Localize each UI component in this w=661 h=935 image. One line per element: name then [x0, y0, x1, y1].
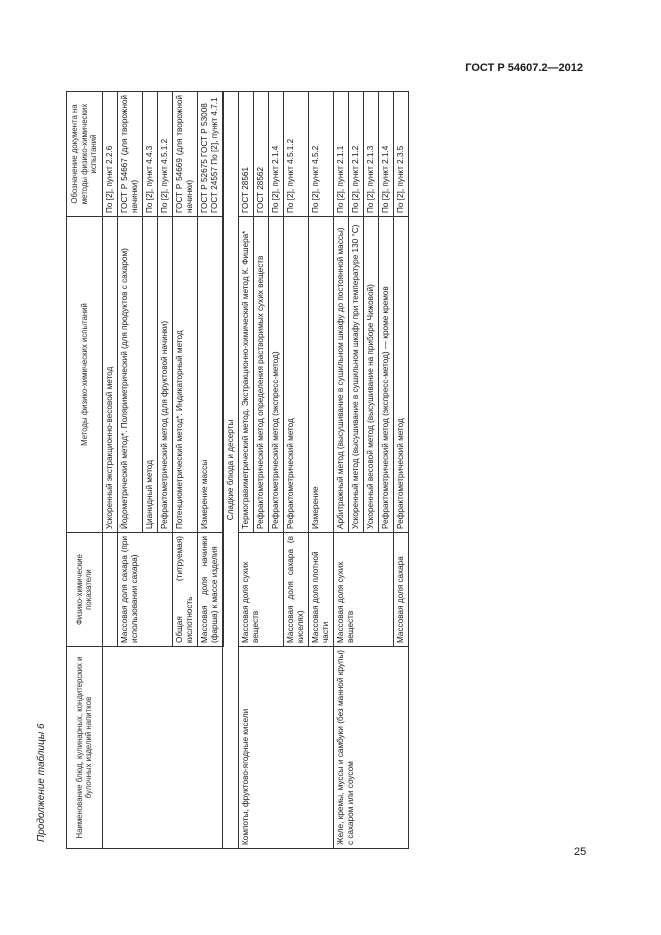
product-cell: Компоты, фруктово-ягодные кисели [238, 647, 333, 849]
method-cell: Рефрактометрический метод (экспресс-метод) [268, 217, 283, 533]
doc-cell: По [2], пункт 4.5.1.2 [157, 92, 172, 217]
doc-cell: По [2], пункт 4.4.3 [142, 92, 157, 217]
product-cell: Желе, кремы, муссы и самбуки (без манной крупы) с сахаром или соусом [333, 647, 408, 849]
doc-cell: По [2], пункт 4.5.1.2 [283, 92, 308, 217]
product-cell [102, 647, 223, 849]
doc-cell: ГОСТ Р 52675 ГОСТ Р 53008 ГОСТ 24557 По [2], пункт 4.7.1 [197, 92, 223, 217]
method-cell: Ускоренный метод (высушивание в сушильном шкафу при температуре 130 °С) [348, 217, 363, 533]
method-cell: Рефрактометрический метод [393, 217, 408, 533]
doc-cell: ГОСТ 28562 [253, 92, 268, 217]
table-header-row [67, 92, 103, 849]
doc-cell: По [2], пункт 2.1.4 [268, 92, 283, 217]
column-header: Наименование блюд, кулинарных, кондитерских и булочных изделий напитков [67, 647, 103, 849]
doc-cell: ГОСТ Р 54667 (для творожной начинки) [117, 92, 142, 217]
indicator-cell: Массовая доля сахара (при использовании сахара) [117, 533, 172, 647]
indicator-cell: Массовая доля начинки (фарша) к массе изделия [197, 533, 223, 647]
rotated-table-container [66, 92, 581, 849]
method-cell: Измерение [308, 217, 333, 533]
column-header: Обозначение документа на методы физико-химических испытаний [67, 92, 103, 217]
table-row [102, 92, 117, 849]
standard-number: ГОСТ Р 54607.2—2012 [465, 62, 583, 74]
method-cell: Цианидный метод [142, 217, 157, 533]
doc-cell: По [2], пункт 4.5.2 [308, 92, 333, 217]
doc-cell: По [2], пункт 2.1.1 [333, 92, 348, 217]
method-cell: Потенциометрический метод*. Индикаторный метод [172, 217, 197, 533]
method-cell: Ускоренный экстракционно-весовой метод [102, 217, 117, 533]
doc-cell: ГОСТ 28561 [238, 92, 253, 217]
method-cell: Термогравиметрический метод. Экстракционно-химический метод К. Фишера* [238, 217, 253, 533]
method-cell: Йодометрический метод*. Поляриметрический (для продуктов с сахаром) [117, 217, 142, 533]
column-header: Физико-химические показатели [67, 533, 103, 647]
indicator-cell: Общая (титруемая) кислотность [172, 533, 197, 647]
indicator-cell: Массовая доля плотной части [308, 533, 333, 647]
methods-table [66, 91, 409, 849]
table-caption: Продолжение таблицы 6 [36, 723, 47, 842]
method-cell: Рефрактометрический метод (экспресс-метод) — кроме кремов [378, 217, 393, 533]
method-cell: Арбитражный метод (высушивание в сушильном шкафу до постоянной массы) [333, 217, 348, 533]
column-header: Методы физико-химических испытаний [67, 217, 103, 533]
doc-cell: По [2], пункт 2.3.5 [393, 92, 408, 217]
indicator-cell: Массовая доля сахара (в киселях) [283, 533, 308, 647]
doc-cell: По [2], пункт 2.1.2 [348, 92, 363, 217]
indicator-cell: Массовая доля сухих веществ [333, 533, 393, 647]
table-row [333, 92, 348, 849]
doc-cell: По [2], пункт 2.1.4 [378, 92, 393, 217]
method-cell: Ускоренный весовой метод (высушивание на приборе Чижовой) [363, 217, 378, 533]
method-cell: Рефрактометрический метод (для фруктовой начинки) [157, 217, 172, 533]
page-number: 25 [574, 846, 587, 858]
section-title: Сладкие блюда и десерты [223, 92, 239, 849]
doc-cell: По [2], пункт 2.1.3 [363, 92, 378, 217]
table-row [238, 92, 253, 849]
section-row [223, 92, 239, 849]
indicator-cell: Массовая доля сухих веществ [238, 533, 283, 647]
method-cell: Рефрактометрический метод [283, 217, 308, 533]
indicator-cell [102, 533, 117, 647]
doc-cell: ГОСТ Р 54669 (для творожной начинки) [172, 92, 197, 217]
indicator-cell: Массовая доля сахара [393, 533, 408, 647]
method-cell: Рефрактометрический метод определения растворимых сухих веществ [253, 217, 268, 533]
method-cell: Измерение массы [197, 217, 223, 533]
doc-cell: По [2], пункт 2.2.6 [102, 92, 117, 217]
